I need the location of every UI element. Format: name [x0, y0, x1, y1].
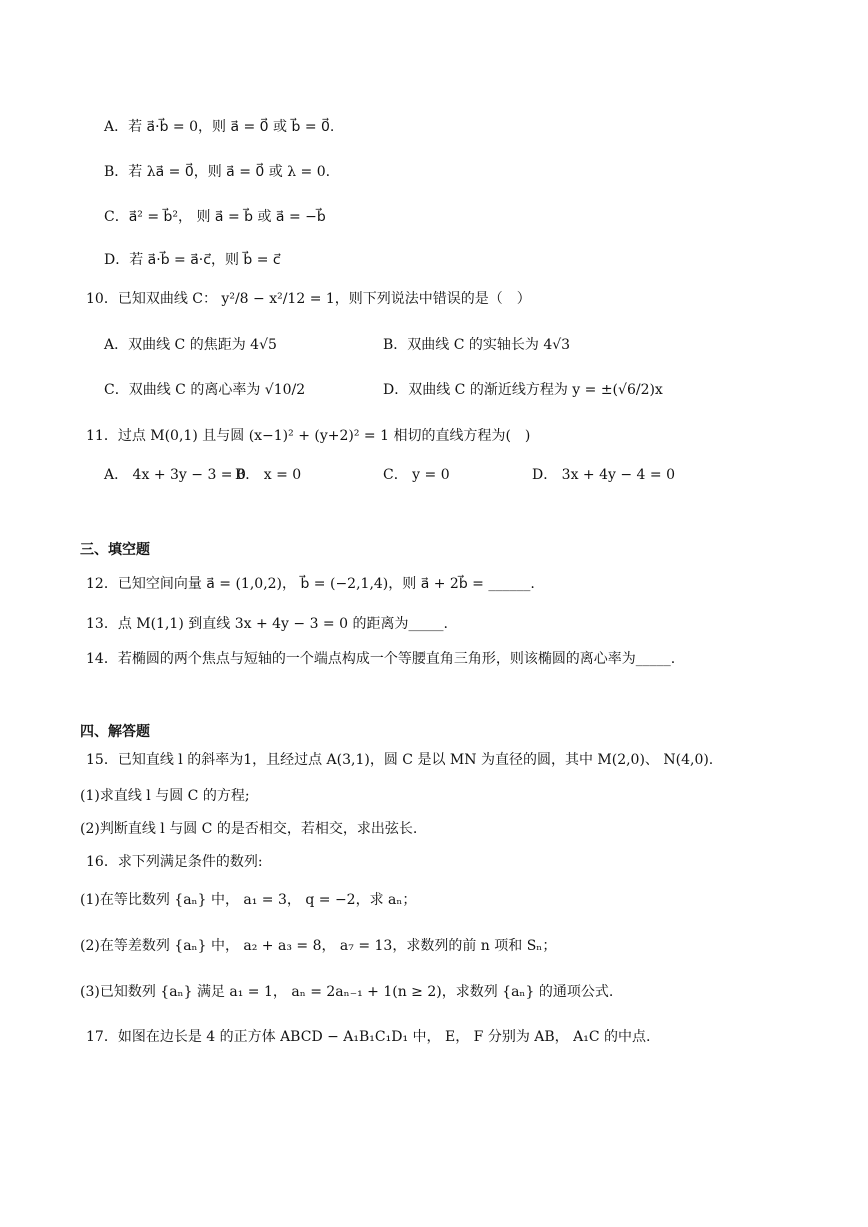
q9-option-b: B．若 λa⃗ = 0⃗，则 a⃗ = 0⃗ 或 λ = 0. [104, 164, 331, 180]
q9-option-a: A．若 a⃗·b⃗ = 0，则 a⃗ = 0⃗ 或 b⃗ = 0⃗. [104, 119, 335, 135]
q10-option-a: A．双曲线 C 的焦距为 4√5 [104, 337, 277, 353]
q16-part1: (1)在等比数列 {aₙ} 中， a₁ = 3， q = −2，求 aₙ； [80, 892, 417, 908]
q11-option-a: A． 4x + 3y − 3 = 0 [104, 467, 246, 483]
section3-title: 三、填空题 [80, 542, 150, 558]
q9-option-c: C．a⃗² = b⃗²， 则 a⃗ = b⃗ 或 a⃗ = −b⃗ [104, 209, 326, 225]
q17: 17．如图在边长是 4 的正方体 ABCD − A₁B₁C₁D₁ 中， E， F 分别为 AB， A₁C 的中点. [86, 1029, 651, 1045]
q16-part3: (3)已知数列 {aₙ} 满足 a₁ = 1， aₙ = 2aₙ₋₁ + 1(n ≥ 2)，求数列 {aₙ} 的通项公式. [80, 984, 614, 1000]
q11-stem: 11．过点 M(0,1) 且与圆 (x−1)² + (y+2)² = 1 相切的直线方程为( ) [86, 428, 531, 444]
q10-stem: 10．已知双曲线 C： y²/8 − x²/12 = 1，则下列说法中错误的是（ ） [86, 291, 531, 307]
q14: 14．若椭圆的两个焦点与短轴的一个端点构成一个等腰直角三角形，则该椭圆的离心率为_____. [86, 651, 676, 667]
q11-option-c: C． y = 0 [383, 467, 450, 483]
q9-option-d: D．若 a⃗·b⃗ = a⃗·c⃗，则 b⃗ = c⃗ [104, 252, 281, 268]
q15-part2: (2)判断直线 l 与圆 C 的是否相交，若相交，求出弦长. [80, 821, 418, 837]
q16-part2: (2)在等差数列 {aₙ} 中， a₂ + a₃ = 8， a₇ = 13，求数列的前 n 项和 Sₙ； [80, 938, 557, 954]
q10-option-c: C．双曲线 C 的离心率为 √10/2 [104, 382, 306, 398]
q10-option-d: D．双曲线 C 的渐近线方程为 y = ±(√6/2)x [383, 382, 663, 398]
q13: 13．点 M(1,1) 到直线 3x + 4y − 3 = 0 的距离为_____. [86, 616, 448, 632]
q11-option-d: D． 3x + 4y − 4 = 0 [532, 467, 676, 483]
q10-option-b: B．双曲线 C 的实轴长为 4√3 [383, 337, 571, 353]
q15-stem: 15．已知直线 l 的斜率为1，且经过点 A(3,1)，圆 C 是以 MN 为直径的圆，其中 M(2,0)、 N(4,0). [86, 752, 714, 768]
section4-title: 四、解答题 [80, 724, 150, 740]
q16-stem: 16．求下列满足条件的数列: [86, 854, 263, 870]
q11-option-b: B． x = 0 [235, 467, 302, 483]
q15-part1: (1)求直线 l 与圆 C 的方程; [80, 788, 250, 804]
q12: 12．已知空间向量 a⃗ = (1,0,2)， b⃗ = (−2,1,4)，则 a⃗ + 2b⃗ = ______. [86, 576, 535, 592]
